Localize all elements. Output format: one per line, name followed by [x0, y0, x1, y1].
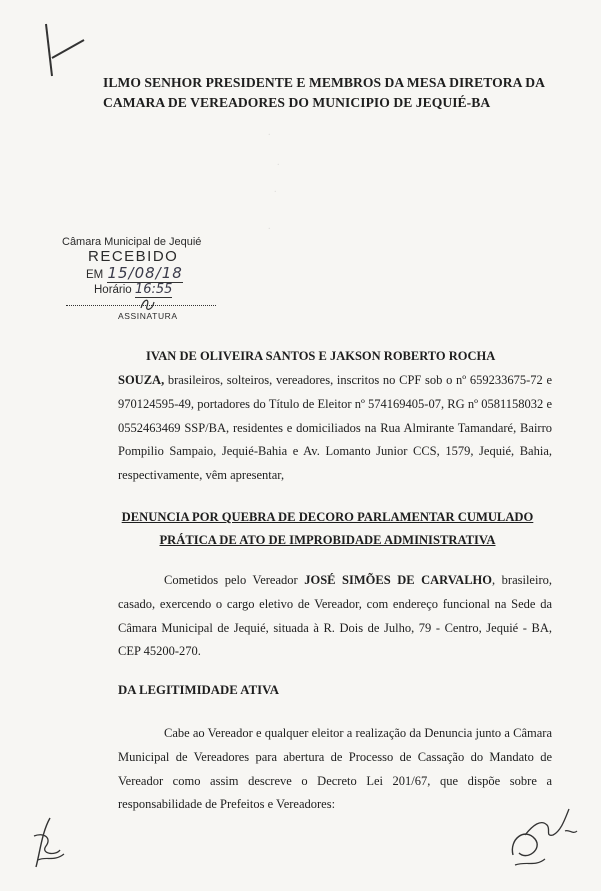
- stamp-time-value: 16:55: [134, 282, 173, 297]
- intro-text: brasileiros, solteiros, vereadores, inscritos no CPF sob o nº 659233675-72 e 970124595-49, portadores do Título de Eleitor nº 574169405-07, RG nº 0581158032 e 0552463469 SSP/BA, residentes e domiciliados na Rua Almirante Tamandaré, Bairro Pompilio Sampaio, Jequié-Bahia e Av. Lomanto Junior CCS, 1579, Jequié, Bahia, respectivamente, vêm apresentar,: [118, 373, 552, 483]
- legitimacy-paragraph: [118, 722, 552, 817]
- complaint-title: [80, 506, 575, 552]
- accused-name: JOSÉ SIMÕES DE CARVALHO: [304, 573, 492, 587]
- intro-paragraph-body: [118, 369, 552, 488]
- stamp-signature-label: ASSINATURA: [118, 311, 178, 321]
- stamp-organization: Câmara Municipal de Jequié: [62, 236, 202, 248]
- addressee-heading: [103, 73, 573, 113]
- legitimacy-text: Cabe ao Vereador e qualquer eleitor a realização da Denuncia junto a Câmara Municipal de Vereadores para abertura de Processo de Cassação do Mandato de Vereador como assim descreve o Decreto Lei 201/67, que dispõe sobre a responsabilidade de Prefeitos e Vereadores:: [118, 726, 552, 812]
- bleed-through-text: . . . .: [268, 127, 280, 232]
- intro-paragraph: [118, 345, 552, 369]
- accused-lead: Cometidos pelo Vereador: [164, 573, 298, 587]
- stamp-date-value: 15/08/18: [107, 264, 183, 282]
- handwritten-signature-right: [505, 795, 585, 875]
- section-heading: DA LEGITIMIDADE ATIVA: [118, 683, 279, 697]
- handwritten-initials-left: [30, 812, 75, 872]
- accused-paragraph: [118, 569, 552, 664]
- addressee-line-2: CAMARA DE VEREADORES DO MUNICIPIO DE JEQUIÉ-BA: [103, 95, 491, 110]
- complaint-title-line-1: DENUNCIA POR QUEBRA DE DECORO PARLAMENTAR CUMULADO: [121, 510, 534, 524]
- denouncers-names-cont: SOUZA,: [118, 373, 165, 387]
- stamp-time-row: [94, 283, 172, 296]
- handwritten-check-mark: [38, 18, 98, 78]
- stamp-received-label: RECEBIDO: [88, 248, 179, 265]
- stamp-handwritten-initial: [138, 296, 158, 314]
- accused-text: , brasileiro, casado, exercendo o cargo eletivo de Vereador, com endereço funcional na Sede da Câmara Municipal de Jequié, situada à R. Dois de Julho, 79 - Centro, Jequié - BA, CEP 45200-270.: [118, 573, 552, 659]
- stamp-time-label: Horário: [94, 284, 132, 296]
- stamp-date-label: EM: [86, 269, 104, 281]
- denouncers-names: IVAN DE OLIVEIRA SANTOS E JAKSON ROBERTO ROCHA: [146, 349, 496, 363]
- stamp-date-row: [86, 266, 182, 281]
- complaint-title-line-2: PRÁTICA DE ATO DE IMPROBIDADE ADMINISTRATIVA: [159, 533, 496, 547]
- addressee-line-1: ILMO SENHOR PRESIDENTE E MEMBROS DA MESA DIRETORA DA: [103, 75, 545, 90]
- reception-stamp: [62, 236, 222, 328]
